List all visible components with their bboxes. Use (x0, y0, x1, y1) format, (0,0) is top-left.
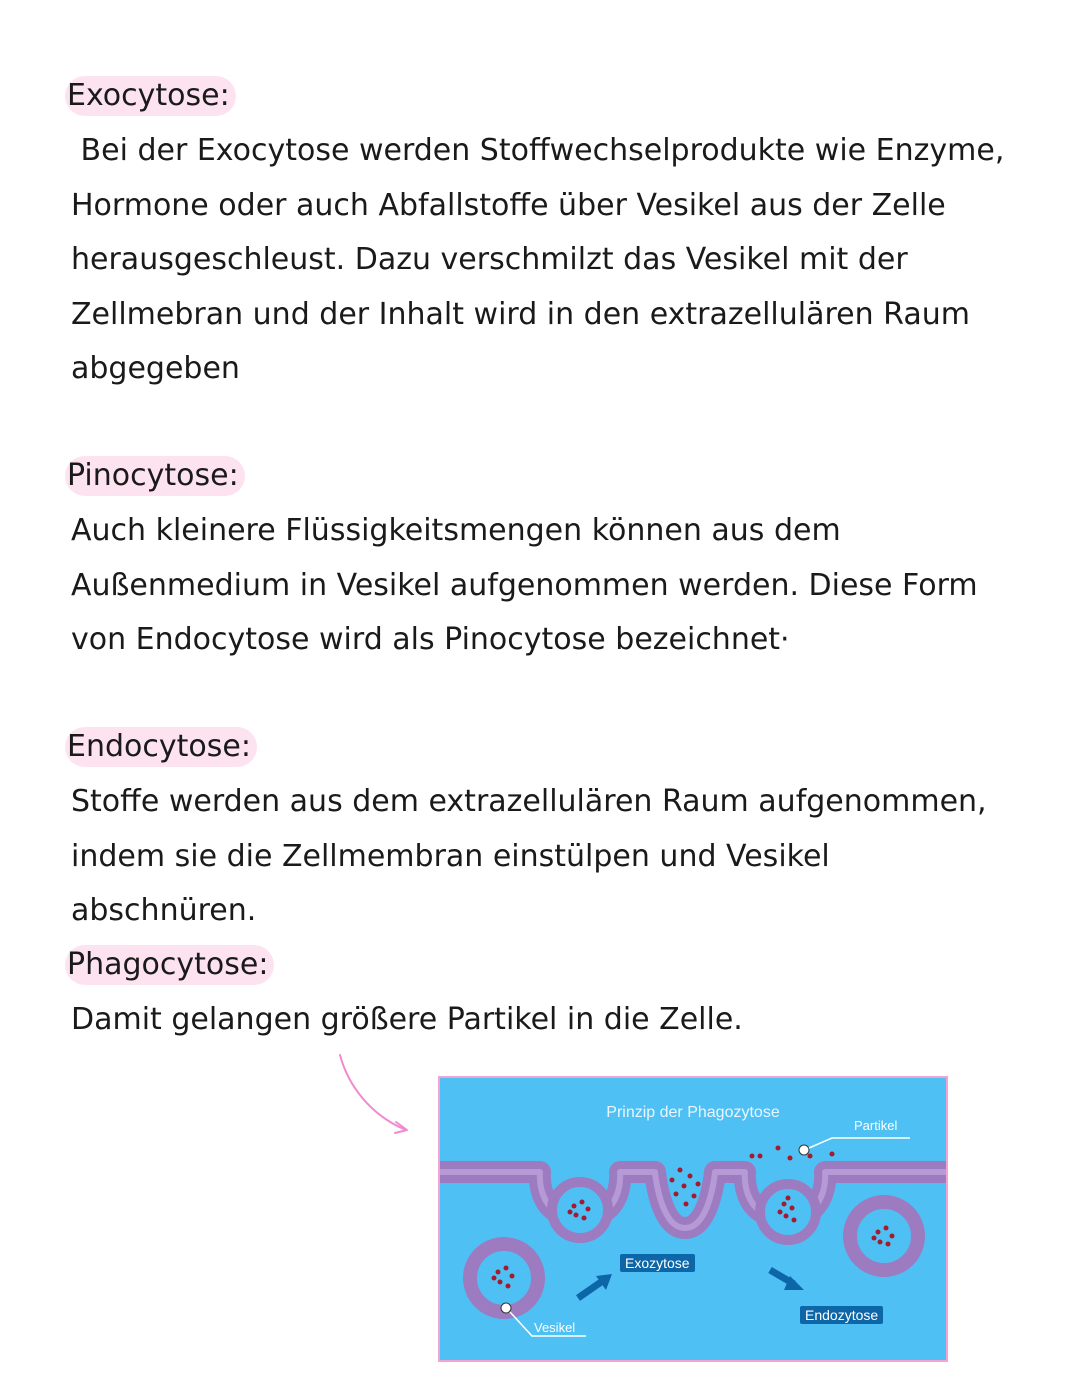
paragraph-pinocytose (71, 504, 1011, 668)
heading-endocytose: Endocytose: (65, 727, 257, 767)
text-line: abgegeben (71, 351, 240, 386)
label-vesicle: Vesikel (534, 1320, 576, 1335)
particle-marker-icon (799, 1145, 809, 1155)
text-line: Stoffe werden aus dem extrazellulären Raum aufgenommen, (71, 784, 987, 819)
paragraph-endocytose (71, 775, 1011, 939)
budding-vesicle-left (552, 1182, 608, 1238)
pointer-arrow-icon (330, 1050, 420, 1140)
text-line: von Endocytose wird als Pinocytose bezeichnet· (71, 622, 790, 657)
text-line: herausgeschleust. Dazu verschmilzt das Vesikel mit der (71, 242, 908, 277)
budding-vesicle-right (760, 1184, 816, 1240)
text-line: indem sie die Zellmembran einstülpen und Vesikel abschnüren. (71, 838, 830, 928)
vesicle-marker-icon (501, 1303, 511, 1313)
phagocytosis-diagram (438, 1076, 948, 1362)
text-line: Auch kleinere Flüssigkeitsmengen können aus dem (71, 513, 841, 548)
section-exocytose (67, 76, 1011, 397)
section-pinocytose (67, 456, 1011, 668)
free-vesicle-left (470, 1244, 538, 1312)
heading-pinocytose: Pinocytose: (65, 456, 245, 496)
tag-endozytose: Endozytose (800, 1306, 883, 1324)
label-particle: Partikel (854, 1118, 898, 1133)
text-line: Zellmebran und der Inhalt wird in den extrazellulären Raum (71, 296, 970, 332)
text-line: Außenmedium in Vesikel aufgenommen werden. Diese Form (71, 567, 978, 603)
heading-phagocytose: Phagocytose: (65, 945, 274, 985)
text-line: Bei der Exocytose werden Stoffwechselprodukte wie Enzyme, (71, 133, 1005, 168)
paragraph-phagocytose (71, 993, 1011, 1048)
endocytosis-arrow-icon (770, 1270, 804, 1290)
exocytosis-arrow-icon (578, 1274, 612, 1298)
free-vesicle-right (850, 1202, 918, 1270)
text-line: Hormone oder auch Abfallstoffe über Vesikel aus der Zelle (71, 187, 946, 223)
section-phagocytose (67, 945, 1011, 1048)
diagram-title: Prinzip der Phagozytose (606, 1104, 780, 1121)
text-line: Damit gelangen größere Partikel in die Zelle. (71, 1002, 743, 1037)
paragraph-exocytose (71, 124, 1011, 397)
section-endocytose (67, 727, 1011, 939)
tag-exozytose: Exozytose (620, 1254, 695, 1272)
heading-exocytose: Exocytose: (65, 76, 236, 116)
